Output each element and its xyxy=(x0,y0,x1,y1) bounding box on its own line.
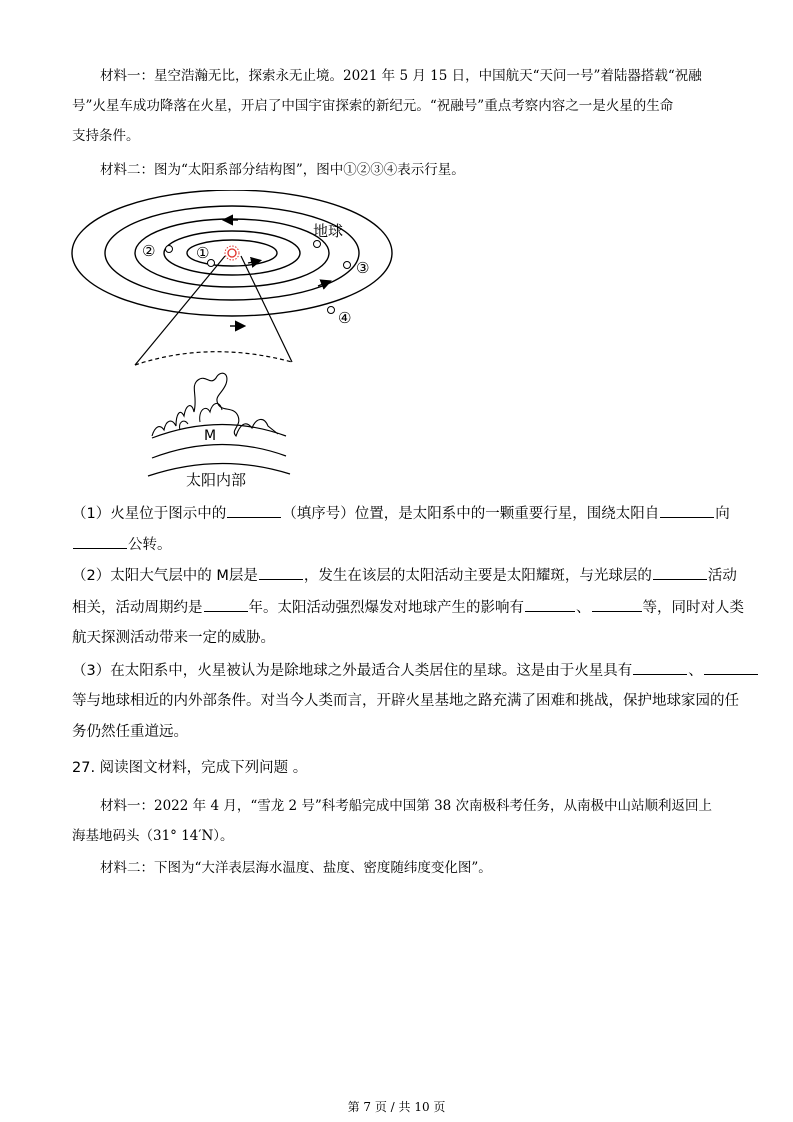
q1-text-a: （1）火星位于图示中的 xyxy=(72,506,227,522)
planet-4-dot xyxy=(328,307,335,314)
page-footer: 第 7 页 / 共 10 页 xyxy=(347,1100,446,1114)
q1-text-b: （填序号）位置，是太阳系中的一颗重要行星，围绕太阳自 xyxy=(282,506,660,522)
earth-dot xyxy=(314,241,321,248)
answer-blank[interactable] xyxy=(704,660,758,675)
answer-blank[interactable] xyxy=(633,660,687,675)
q2-text-f: 、 xyxy=(576,600,591,616)
answer-blank[interactable] xyxy=(592,597,642,612)
answer-blank[interactable] xyxy=(204,597,248,612)
solar-system-diagram xyxy=(60,190,400,495)
orbit-arrow xyxy=(248,261,258,263)
planet-2-label: ② xyxy=(142,242,156,260)
material-1-line-1: 材料一：星空浩瀚无比，探索永无止境。2021 年 5 月 15 日，中国航天“天问一号”着陆器搭载“祝融 xyxy=(100,68,702,84)
corona-dashed-arc xyxy=(135,352,292,365)
question-27-title: 27. 阅读图文材料，完成下列问题 。 xyxy=(72,760,308,776)
q2-text-a: （2）太阳大气层中的 M层是 xyxy=(72,568,258,584)
sun-icon xyxy=(225,246,239,260)
sun-interior-label: 太阳内部 xyxy=(186,471,247,489)
earth-label: 地球 xyxy=(313,222,344,240)
question-3-line-3: 务仍然任重道远。 xyxy=(72,724,188,740)
q2-text-b: ，发生在该层的太阳活动主要是太阳耀斑，与光球层的 xyxy=(303,568,652,584)
answer-blank[interactable] xyxy=(227,503,281,518)
q2-text-e: 年。太阳活动强烈爆发对地球产生的影响有 xyxy=(248,600,524,616)
answer-blank[interactable] xyxy=(653,565,707,580)
solar-prominence xyxy=(152,373,278,436)
q27-material-2-text: 材料二：下图为“大洋表层海水温度、盐度、密度随纬度变化图”。 xyxy=(100,860,492,876)
layer-arc-m xyxy=(152,444,286,458)
planet-4-label: ④ xyxy=(338,309,352,327)
material-1-line-2: 号”火星车成功降落在火星，开启了中国宇宙探索的新纪元。“祝融号”重点考察内容之一是火星的生命 xyxy=(72,98,674,114)
q27-material-1-line-1: 材料一：2022 年 4 月，“雪龙 2 号”科考船完成中国第 38 次南极科考任务，从南极中山站顺利返回上 xyxy=(100,798,713,814)
q2-text-d: 相关，活动周期约是 xyxy=(72,600,203,616)
question-2-line-3: 航天探测活动带来一定的威胁。 xyxy=(72,630,275,646)
orbit-4 xyxy=(72,190,392,316)
q1-text-c: 向 xyxy=(715,506,730,522)
answer-blank[interactable] xyxy=(660,503,714,518)
question-1-line-2 xyxy=(72,534,732,555)
question-1-line-1 xyxy=(72,503,732,524)
q2-text-g: 等，同时对人类 xyxy=(642,600,744,616)
planet-2-dot xyxy=(166,246,173,253)
layer-arc-outer xyxy=(152,424,286,438)
q1-text-d: 公转。 xyxy=(128,537,172,553)
orbit-2 xyxy=(164,231,300,275)
zoom-line-left xyxy=(135,256,225,365)
answer-blank[interactable] xyxy=(525,597,575,612)
answer-blank[interactable] xyxy=(259,565,303,580)
q3-text-b: 、 xyxy=(688,663,703,679)
q2-text-c: 活动 xyxy=(707,568,737,584)
planet-1-label: ① xyxy=(196,244,210,262)
layer-m-label: M xyxy=(204,428,217,444)
question-3-line-1 xyxy=(72,660,732,681)
q3-text-a: （3）在太阳系中，火星被认为是除地球之外最适合人类居住的星球。这是由于火星具有 xyxy=(72,663,633,679)
question-2-line-2 xyxy=(72,597,744,618)
planet-3-dot xyxy=(344,262,351,269)
question-3-line-2: 等与地球相近的内外部条件。对当今人类而言，开辟火星基地之路充满了困难和挑战，保护地球家园的任 xyxy=(72,693,739,709)
q27-material-1-line-2: 海基地码头（31° 14′N）。 xyxy=(72,828,234,844)
material-1-line-3: 支持条件。 xyxy=(72,128,140,144)
planet-3-label: ③ xyxy=(356,259,370,277)
material-2-text: 材料二：图为“太阳系部分结构图”，图中①②③④表示行星。 xyxy=(100,162,465,178)
answer-blank[interactable] xyxy=(73,534,127,549)
question-2-line-1 xyxy=(72,565,737,586)
